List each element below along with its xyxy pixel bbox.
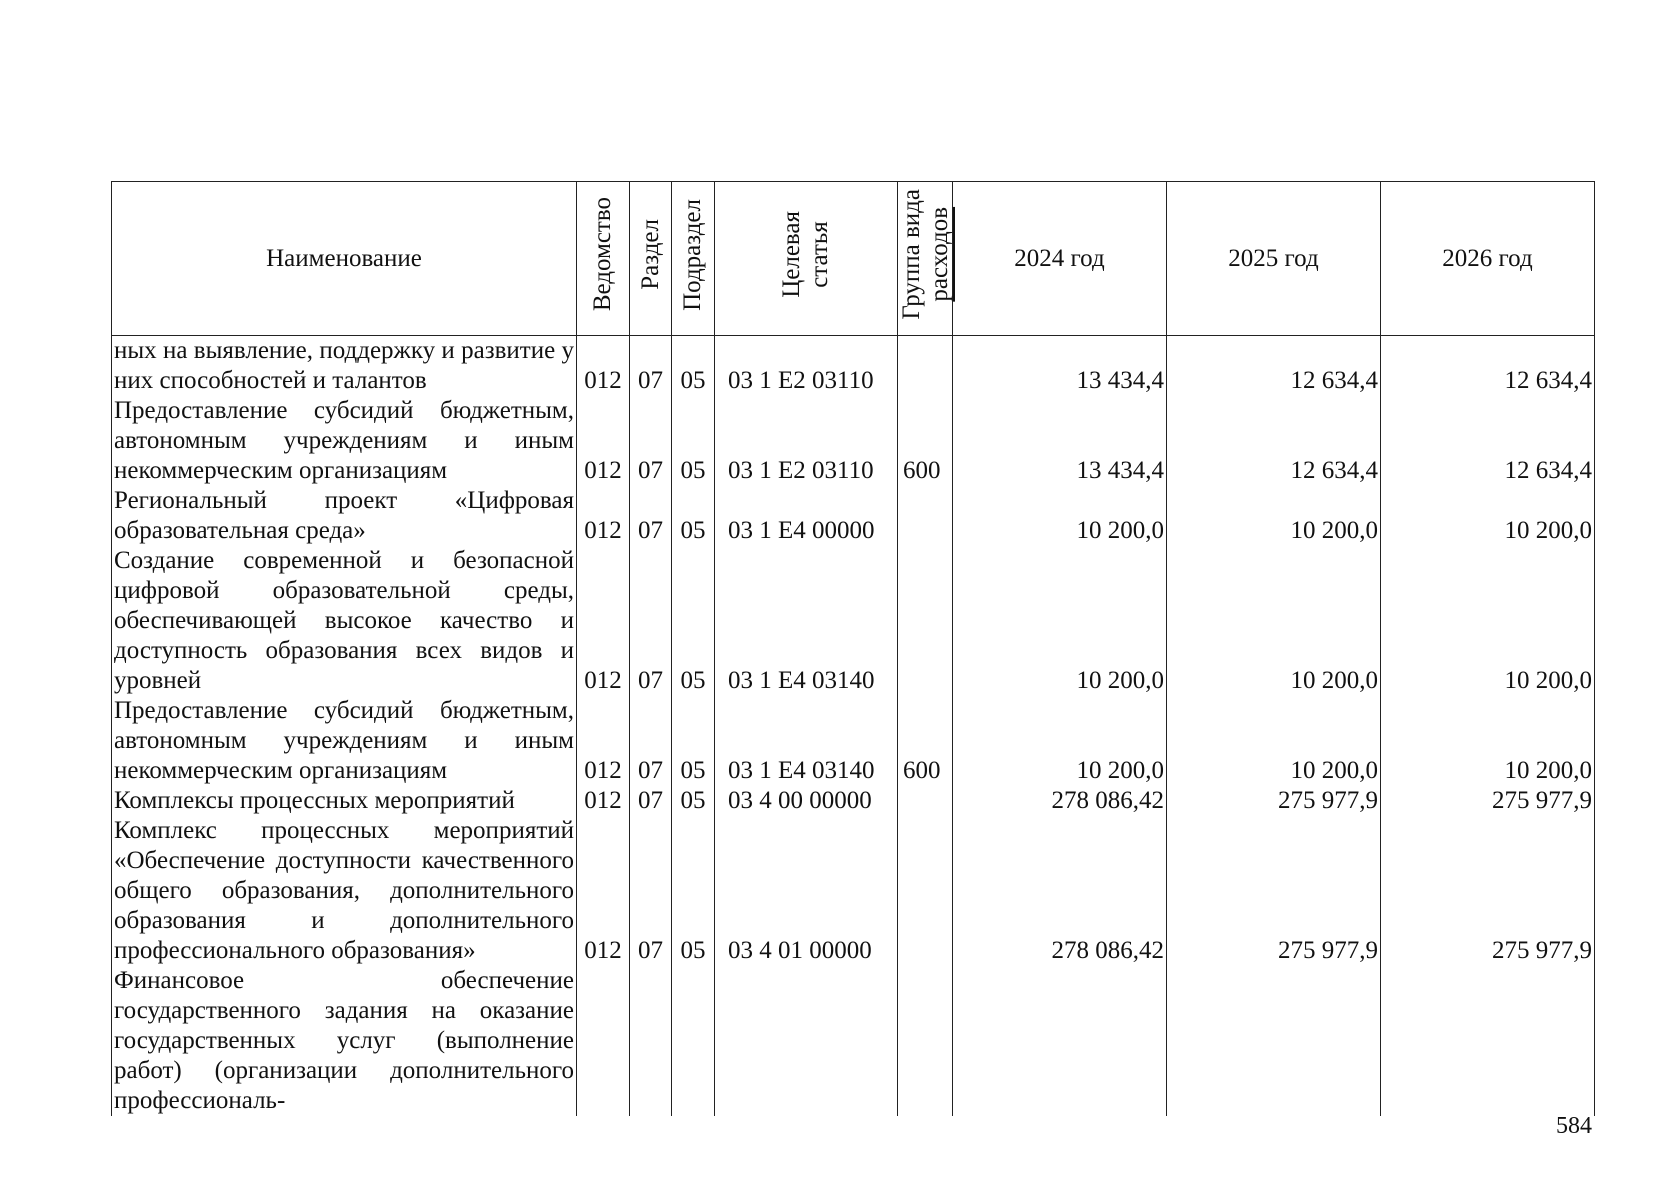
header-2025: [1167, 182, 1381, 336]
row-2024: 13 434,4: [953, 336, 1167, 397]
row-name: Комплекс процессных мероприятий «Обеспечение доступности качественного общего образования, дополнительного образования и дополнительного профессионального образования»: [112, 816, 577, 966]
row-name: Предоставление субсидий бюджетным, автономным учреждениям и иным некоммерческим организациям: [112, 696, 577, 786]
row-name: Региональный проект «Цифровая образовательная среда»: [112, 486, 577, 546]
header-podrazdel: [672, 182, 715, 336]
row-name: Финансовое обеспечение государственного задания на оказание государственных услуг (выполнение работ) (организации дополнительного профессиональ-: [112, 966, 577, 1116]
table-row: [112, 696, 1595, 786]
row-2025: 275 977,9: [1167, 816, 1381, 966]
header-gruppa: [898, 182, 953, 336]
row-gruppa: 600: [898, 696, 953, 786]
row-razdel: 07: [630, 696, 672, 786]
row-razdel: 07: [630, 486, 672, 546]
table-header-row: [112, 182, 1595, 336]
row-2025: 10 200,0: [1167, 696, 1381, 786]
row-2026: 275 977,9: [1381, 786, 1595, 816]
row-vedomstvo: 012: [577, 396, 630, 486]
row-vedomstvo: [577, 966, 630, 1116]
row-2024: 278 086,42: [953, 786, 1167, 816]
header-gruppa-line2: расходов: [926, 207, 953, 302]
row-vedomstvo: 012: [577, 696, 630, 786]
header-podrazdel-label: Подраздел: [679, 198, 706, 311]
row-vedomstvo: 012: [577, 486, 630, 546]
header-razdel-label: Раздел: [636, 219, 664, 290]
row-celevaya: 03 1 E4 03140: [715, 696, 898, 786]
row-celevaya: 03 4 00 00000: [715, 786, 898, 816]
row-razdel: 07: [630, 546, 672, 696]
header-name: [112, 182, 577, 336]
row-2026: 12 634,4: [1381, 396, 1595, 486]
row-podrazdel: 05: [672, 696, 715, 786]
row-2025: 12 634,4: [1167, 336, 1381, 397]
row-razdel: 07: [630, 396, 672, 486]
row-2024: [953, 966, 1167, 1116]
row-gruppa: [898, 816, 953, 966]
row-celevaya: 03 1 E2 03110: [715, 336, 898, 397]
header-gruppa-label: [898, 189, 954, 320]
page-number: 584: [1556, 1113, 1592, 1139]
header-vedomstvo-label: Ведомство: [589, 197, 616, 312]
row-2026: 10 200,0: [1381, 486, 1595, 546]
row-celevaya: [715, 966, 898, 1116]
row-2024: 13 434,4: [953, 396, 1167, 486]
table-row: [112, 396, 1595, 486]
row-2024: 278 086,42: [953, 816, 1167, 966]
header-celevaya-label: [778, 211, 834, 298]
budget-table: [111, 181, 1595, 1116]
row-podrazdel: 05: [672, 786, 715, 816]
budget-table-container: [111, 181, 1594, 1116]
header-name-label: Наименование: [266, 244, 422, 272]
row-razdel: [630, 966, 672, 1116]
header-2025-label: 2025 год: [1228, 244, 1319, 272]
row-podrazdel: 05: [672, 816, 715, 966]
table-row: [112, 336, 1595, 397]
row-gruppa: [898, 966, 953, 1116]
header-celevaya: [715, 182, 898, 336]
header-2024-label: 2024 год: [1014, 244, 1105, 272]
header-gruppa-line1: Группа вида: [898, 189, 925, 320]
row-2025: 10 200,0: [1167, 546, 1381, 696]
row-2026: [1381, 966, 1595, 1116]
row-gruppa: [898, 786, 953, 816]
table-row: [112, 486, 1595, 546]
row-celevaya: 03 1 E2 03110: [715, 396, 898, 486]
row-celevaya: 03 1 E4 00000: [715, 486, 898, 546]
row-2024: 10 200,0: [953, 486, 1167, 546]
row-gruppa: 600: [898, 396, 953, 486]
row-celevaya: 03 4 01 00000: [715, 816, 898, 966]
row-razdel: 07: [630, 336, 672, 397]
table-row: [112, 786, 1595, 816]
row-celevaya: 03 1 E4 03140: [715, 546, 898, 696]
row-vedomstvo: 012: [577, 786, 630, 816]
row-name: Предоставление субсидий бюджетным, автономным учреждениям и иным некоммерческим организациям: [112, 396, 577, 486]
row-vedomstvo: 012: [577, 816, 630, 966]
row-2026: 12 634,4: [1381, 336, 1595, 397]
header-2024: [953, 182, 1167, 336]
table-row: [112, 546, 1595, 696]
table-row: [112, 816, 1595, 966]
row-gruppa: [898, 546, 953, 696]
row-2026: 10 200,0: [1381, 696, 1595, 786]
row-2024: 10 200,0: [953, 546, 1167, 696]
row-2024: 10 200,0: [953, 696, 1167, 786]
row-razdel: 07: [630, 786, 672, 816]
header-2026-label: 2026 год: [1442, 244, 1533, 272]
row-2025: [1167, 966, 1381, 1116]
row-name: ных на выявление, поддержку и развитие у них способностей и талантов: [112, 336, 577, 397]
header-vedomstvo: [577, 182, 630, 336]
row-podrazdel: [672, 966, 715, 1116]
row-podrazdel: 05: [672, 546, 715, 696]
row-2025: 12 634,4: [1167, 396, 1381, 486]
table-row: [112, 966, 1595, 1116]
row-name: Создание современной и безопасной цифровой образовательной среды, обеспечивающей высокое качество и доступность образования всех видов и уровней: [112, 546, 577, 696]
row-podrazdel: 05: [672, 336, 715, 397]
row-2026: 275 977,9: [1381, 816, 1595, 966]
row-name: Комплексы процессных мероприятий: [112, 786, 577, 816]
row-2026: 10 200,0: [1381, 546, 1595, 696]
row-vedomstvo: 012: [577, 546, 630, 696]
header-celevaya-line2: статья: [806, 221, 833, 288]
header-celevaya-line1: Целевая: [778, 211, 805, 298]
row-razdel: 07: [630, 816, 672, 966]
row-podrazdel: 05: [672, 486, 715, 546]
row-gruppa: [898, 486, 953, 546]
row-2025: 275 977,9: [1167, 786, 1381, 816]
row-gruppa: [898, 336, 953, 397]
row-2025: 10 200,0: [1167, 486, 1381, 546]
row-vedomstvo: 012: [577, 336, 630, 397]
row-podrazdel: 05: [672, 396, 715, 486]
header-razdel: [630, 182, 672, 336]
header-2026: [1381, 182, 1595, 336]
